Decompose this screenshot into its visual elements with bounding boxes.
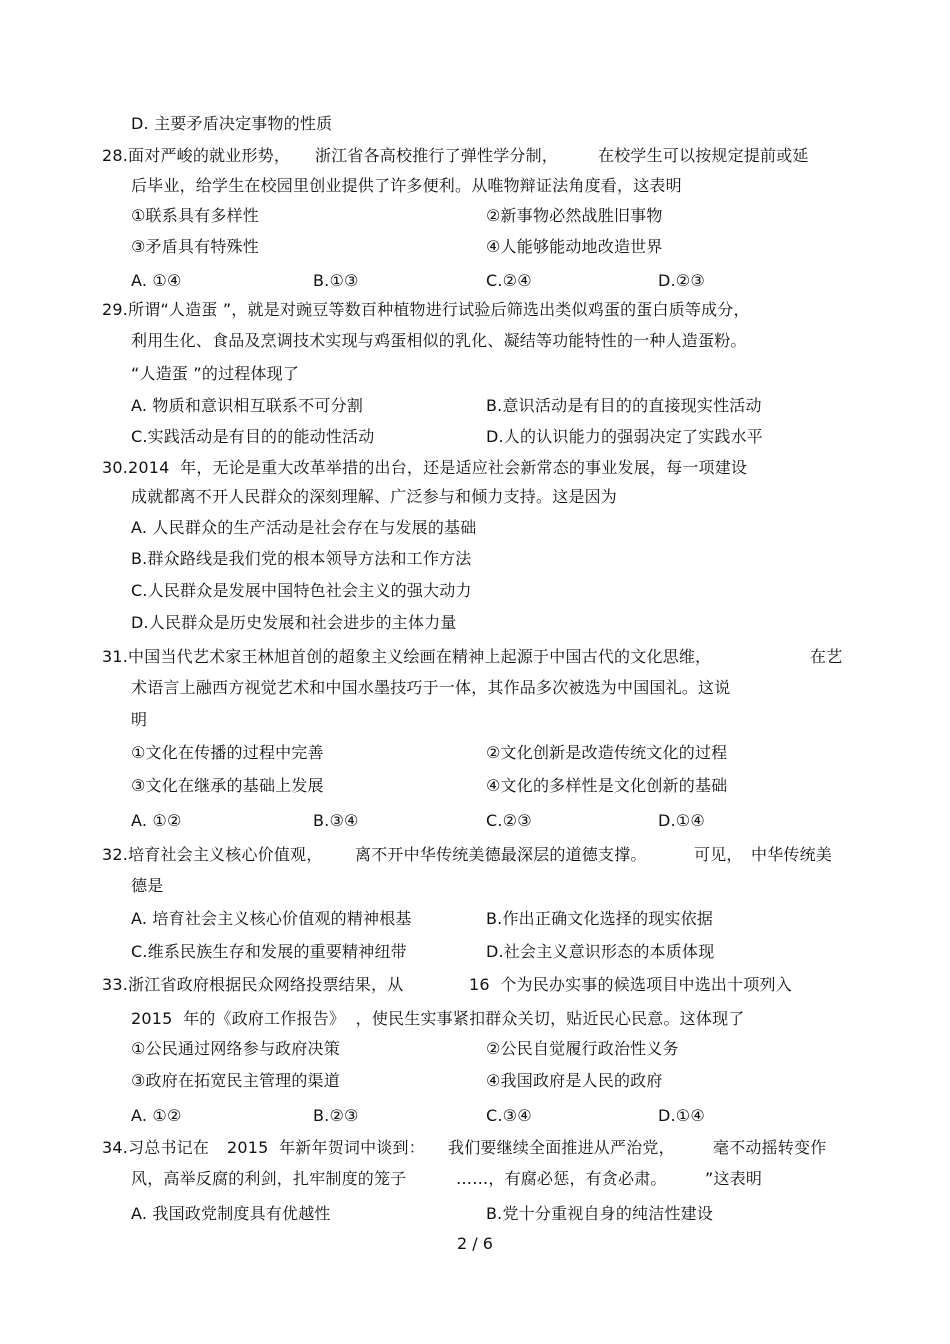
q31-item-1: ①文化在传播的过程中完善 (131, 743, 324, 762)
q33-option-d: D.①④ (658, 1106, 705, 1125)
q31-option-c: C.②③ (486, 811, 532, 830)
q29-option-b: B.意识活动是有目的的直接现实性活动 (486, 396, 762, 415)
q32-stem-part2: 离不开中华传统美德最深层的道德支撑。 (355, 845, 647, 864)
q34-option-b: B.党十分重视自身的纯洁性建设 (486, 1204, 714, 1223)
q28-stem-part1: 28.面对严峻的就业形势， (102, 146, 291, 165)
q31-stem-part2: 在艺 (810, 647, 843, 666)
q34-stem-part2: 2015 年新年贺词中谈到： (227, 1138, 425, 1157)
q28-stem-part2: 浙江省各高校推行了弹性学分制， (315, 146, 559, 165)
q28-stem-part3: 在校学生可以按规定提前或延 (598, 146, 809, 165)
q28-option-d: D.②③ (658, 271, 705, 290)
q33-item-3: ③政府在拓宽民主管理的渠道 (131, 1071, 340, 1090)
q30-option-c: C.人民群众是发展中国特色社会主义的强大动力 (131, 581, 472, 600)
q33-option-b: B.②③ (313, 1106, 359, 1125)
q33-item-4: ④我国政府是人民的政府 (486, 1071, 663, 1090)
q34-stem-line2-part1: 风，高举反腐的利剑，扎牢制度的笼子 (131, 1169, 407, 1188)
q33-stem-part1: 33.浙江省政府根据民众网络投票结果，从 (102, 975, 404, 994)
q33-stem-part2: 16 个为民办实事的候选项目中选出十项列入 (469, 975, 792, 994)
q29-option-a: A. 物质和意识相互联系不可分割 (131, 396, 364, 415)
q32-stem-line2: 德是 (131, 876, 164, 895)
q34-stem-part1: 34.习总书记在 (102, 1138, 210, 1157)
q28-item-2: ②新事物必然战胜旧事物 (486, 206, 663, 225)
q34-stem-line2-part2: ……，有腐必惩，有贪必肃。 (456, 1169, 667, 1188)
q28-item-4: ④人能够能动地改造世界 (486, 237, 663, 256)
q31-option-b: B.③④ (313, 811, 359, 830)
q31-stem-line3: 明 (131, 710, 148, 729)
q32-option-c: C.维系民族生存和发展的重要精神纽带 (131, 942, 407, 961)
q33-item-2: ②公民自觉履行政治性义务 (486, 1039, 679, 1058)
q33-stem-line2: 2015 年的《政府工作报告》 ，使民生实事紧扣群众关切，贴近民心民意。这体现了 (131, 1009, 745, 1028)
q31-option-a: A. ①② (131, 811, 182, 830)
q32-stem-part3: 可见， (694, 845, 743, 864)
q32-option-d: D.社会主义意识形态的本质体现 (486, 942, 715, 961)
q31-stem-part1: 31.中国当代艺术家王林旭首创的超象主义绘画在精神上起源于中国古代的文化思维， (102, 647, 712, 666)
q33-item-1: ①公民通过网络参与政府决策 (131, 1039, 340, 1058)
q28-stem-line2: 后毕业，给学生在校园里创业提供了许多便利。从唯物辩证法角度看，这表明 (131, 176, 682, 195)
page-number: 2 / 6 (457, 1234, 493, 1253)
q32-option-b: B.作出正确文化选择的现实依据 (486, 909, 714, 928)
q34-stem-part4: 毫不动摇转变作 (713, 1138, 827, 1157)
q31-item-4: ④文化的多样性是文化创新的基础 (486, 776, 728, 795)
q30-option-b: B.群众路线是我们党的根本领导方法和工作方法 (131, 549, 472, 568)
q33-option-a: A. ①② (131, 1106, 182, 1125)
q29-option-c: C.实践活动是有目的的能动性活动 (131, 427, 375, 446)
q28-option-b: B.①③ (313, 271, 359, 290)
q29-stem-line1: 29.所谓“人造蛋 ”，就是对豌豆等数百种植物进行试验后筛选出类似鸡蛋的蛋白质等成分， (102, 300, 750, 319)
q34-stem-part3: 我们要继续全面推进从严治党， (448, 1138, 675, 1157)
q28-option-a: A. ①④ (131, 271, 182, 290)
q30-option-a: A. 人民群众的生产活动是社会存在与发展的基础 (131, 518, 477, 537)
q30-stem-line2: 成就都离不开人民群众的深刻理解、广泛参与和倾力支持。这是因为 (131, 487, 618, 506)
q31-stem-line2: 术语言上融西方视觉艺术和中国水墨技巧于一体，其作品多次被选为中国国礼。这说 (131, 678, 731, 697)
q30-option-d: D.人民群众是历史发展和社会进步的主体力量 (131, 613, 457, 632)
q28-item-3: ③矛盾具有特殊性 (131, 237, 259, 256)
q29-option-d: D.人的认识能力的强弱决定了实践水平 (486, 427, 764, 446)
q28-option-c: C.②④ (486, 271, 532, 290)
q32-stem-part1: 32.培育社会主义核心价值观， (102, 845, 323, 864)
q32-stem-part4: 中华传统美 (751, 845, 833, 864)
q31-item-3: ③文化在继承的基础上发展 (131, 776, 324, 795)
q29-stem-line2: 利用生化、食品及烹调技术实现与鸡蛋相似的乳化、凝结等功能特性的一种人造蛋粉。 (131, 331, 747, 350)
q28-item-1: ①联系具有多样性 (131, 206, 259, 225)
q29-stem-line3: “人造蛋 ”的过程体现了 (131, 364, 300, 383)
q34-option-a: A. 我国政党制度具有优越性 (131, 1204, 331, 1223)
q32-option-a: A. 培育社会主义核心价值观的精神根基 (131, 909, 412, 928)
q30-stem-line1: 30.2014 年，无论是重大改革举措的出台，还是适应社会新常态的事业发展，每一项建设 (102, 458, 748, 477)
q31-item-2: ②文化创新是改造传统文化的过程 (486, 743, 728, 762)
q34-stem-line2-part3: ”这表明 (705, 1169, 763, 1188)
q27-option-d: D. 主要矛盾决定事物的性质 (131, 114, 333, 133)
q31-option-d: D.①④ (658, 811, 705, 830)
q33-option-c: C.③④ (486, 1106, 532, 1125)
